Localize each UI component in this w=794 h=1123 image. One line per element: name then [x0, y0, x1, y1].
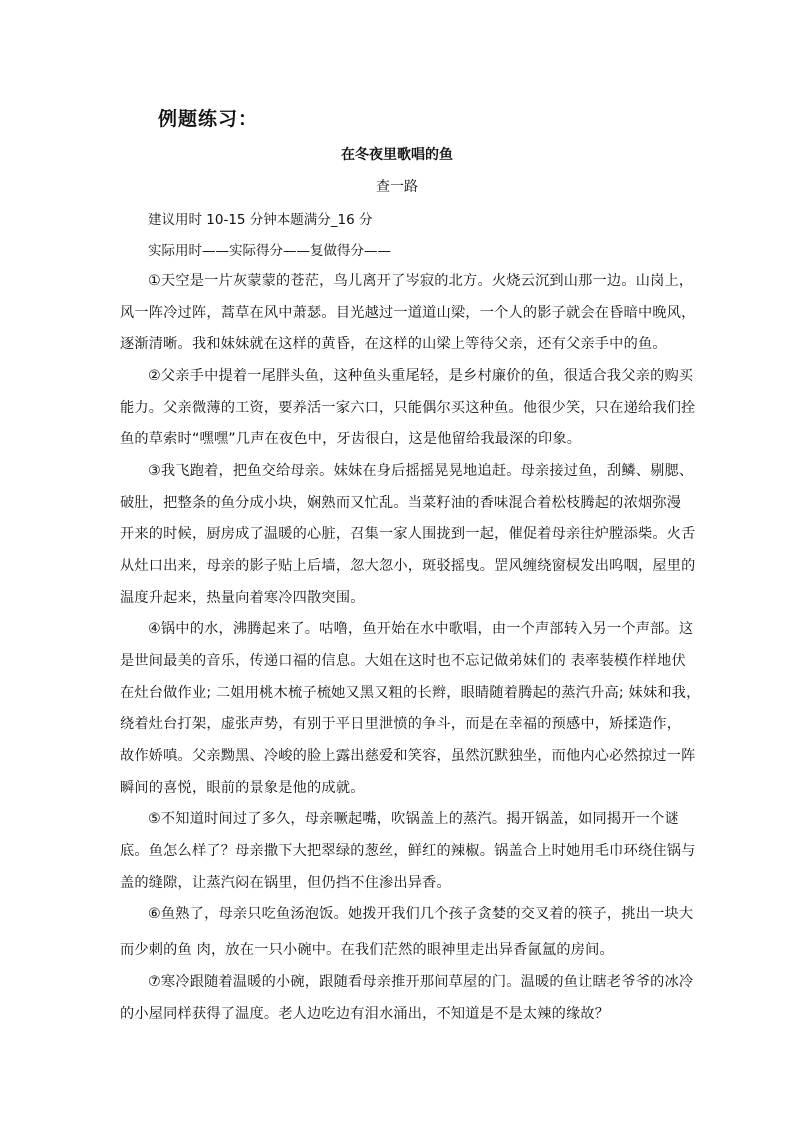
paragraph-2-line-3: 鱼的草索时“嘿嘿”几声在夜色中，牙齿很白，这是他留给我最深的印象。 [120, 431, 582, 447]
article-title: 在冬夜里歌唱的鱼 [341, 147, 453, 163]
paragraph-4-line-6: 瞬间的喜悦，眼前的景象是他的成就。 [120, 780, 365, 796]
paragraph-1-line-3: 逐渐清晰。我和妹妹就在这样的黄昏，在这样的山梁上等待父亲，还有父亲手中的鱼。 [120, 336, 667, 352]
paragraph-4-line-4: 绕着灶台打架，虚张声势，有别于平日里泄愤的争斗，而是在幸福的预感中，矫揉造作， [120, 716, 682, 732]
paragraph-5-line-3: 盖的缝隙，让蒸汽闷在锅里，但仍挡不住渗出异香。 [120, 875, 451, 891]
paragraph-6-line-2: 而少刺的鱼 肉，放在一只小碗中。在我们茫然的眼神里走出异香氤氲的房间。 [120, 942, 614, 958]
paragraph-4-line-1: ④锅中的水，沸腾起来了。咕噜，鱼开始在水中歌唱，由一个声部转入另一个声部。这 [148, 621, 694, 637]
paragraph-3-line-5: 温度升起来，热量向着寒冷四散突围。 [120, 590, 365, 606]
score-line: 实际用时——实际得分——复做得分—— [148, 243, 391, 259]
paragraph-3-line-3: 开来的时候，厨房成了温暖的心脏，召集一家人围拢到一起，催促着母亲往炉膛添柴。火舌 [120, 526, 696, 542]
suggested-time-line: 建议用时 10-15 分钟本题满分_16 分 [148, 212, 373, 228]
paragraph-3-line-2: 破肚，把整条的鱼分成小块，娴熟而又忙乱。当菜籽油的香味混合着松枝腾起的浓烟弥漫 [120, 495, 682, 511]
section-title: 例题练习： [158, 108, 259, 130]
paragraph-7-line-1: ⑦寒冷跟随着温暖的小碗，跟随看母亲推开那间草屋的门。温暖的鱼让瞎老爷爷的冰冷 [148, 974, 694, 990]
paragraph-4-line-5: 故作娇嗔。父亲黝黑、冷峻的脸上露出慈爱和笑容，虽然沉默独坐，而他内心必然掠过一阵 [120, 748, 696, 764]
article-author: 查一路 [376, 179, 418, 195]
paragraph-4-line-2: 是世间最美的音乐，传递口福的信息。大姐在这时也不忘记做弟妹们的 表率装模作样地伏 [120, 653, 686, 669]
paragraph-5-line-2: 底。鱼怎么样了？母亲撒下大把翠绿的葱丝，鲜红的辣椒。锅盖合上时她用毛巾环绕住锅与 [120, 843, 696, 859]
paragraph-7-line-2: 的小屋同样获得了温度。老人边吃边有泪水涌出，不知道是不是太辣的缘故？ [120, 1006, 610, 1022]
paragraph-2-line-1: ②父亲手中提着一尾胖头鱼，这种鱼头重尾轻，是乡村廉价的鱼，很适合我父亲的购买 [148, 368, 694, 384]
paragraph-6-line-1: ⑥鱼熟了，母亲只吃鱼汤泡饭。她拨开我们几个孩子贪婪的交叉着的筷子，挑出一块大 [148, 906, 694, 922]
paragraph-1-line-1: ①天空是一片灰蒙蒙的苍茫，鸟儿离开了岑寂的北方。火烧云沉到山那一边。山岗上， [148, 273, 694, 289]
paragraph-5-line-1: ⑤不知道时间过了多久，母亲噘起嘴，吹锅盖上的蒸汽。揭开锅盖，如同揭开一个谜 [148, 811, 679, 827]
paragraph-3-line-1: ③我飞跑着，把鱼交给母亲。妹妹在身后摇摇晃晃地追赶。母亲接过鱼，刮鳞、剔腮、 [148, 463, 694, 479]
paragraph-1-line-2: 风一阵冷过阵，蒿草在风中萧瑟。目光越过一道道山梁，一个人的影子就会在昏暗中晚风， [120, 305, 696, 321]
paragraph-2-line-2: 能力。父亲微薄的工资，要养活一家六口，只能偶尔买这种鱼。他很少笑，只在递给我们拴 [120, 400, 696, 416]
paragraph-3-line-4: 从灶口出来，母亲的影子贴上后墙，忽大忽小，斑驳摇曳。罡风缠绕窗棂发出呜咽，屋里的 [120, 558, 696, 574]
paragraph-4-line-3: 在灶台做作业; 二姐用桃木梳子梳她又黑又粗的长辫，眼睛随着腾起的蒸汽升高; 妹妹和我， [120, 685, 701, 701]
